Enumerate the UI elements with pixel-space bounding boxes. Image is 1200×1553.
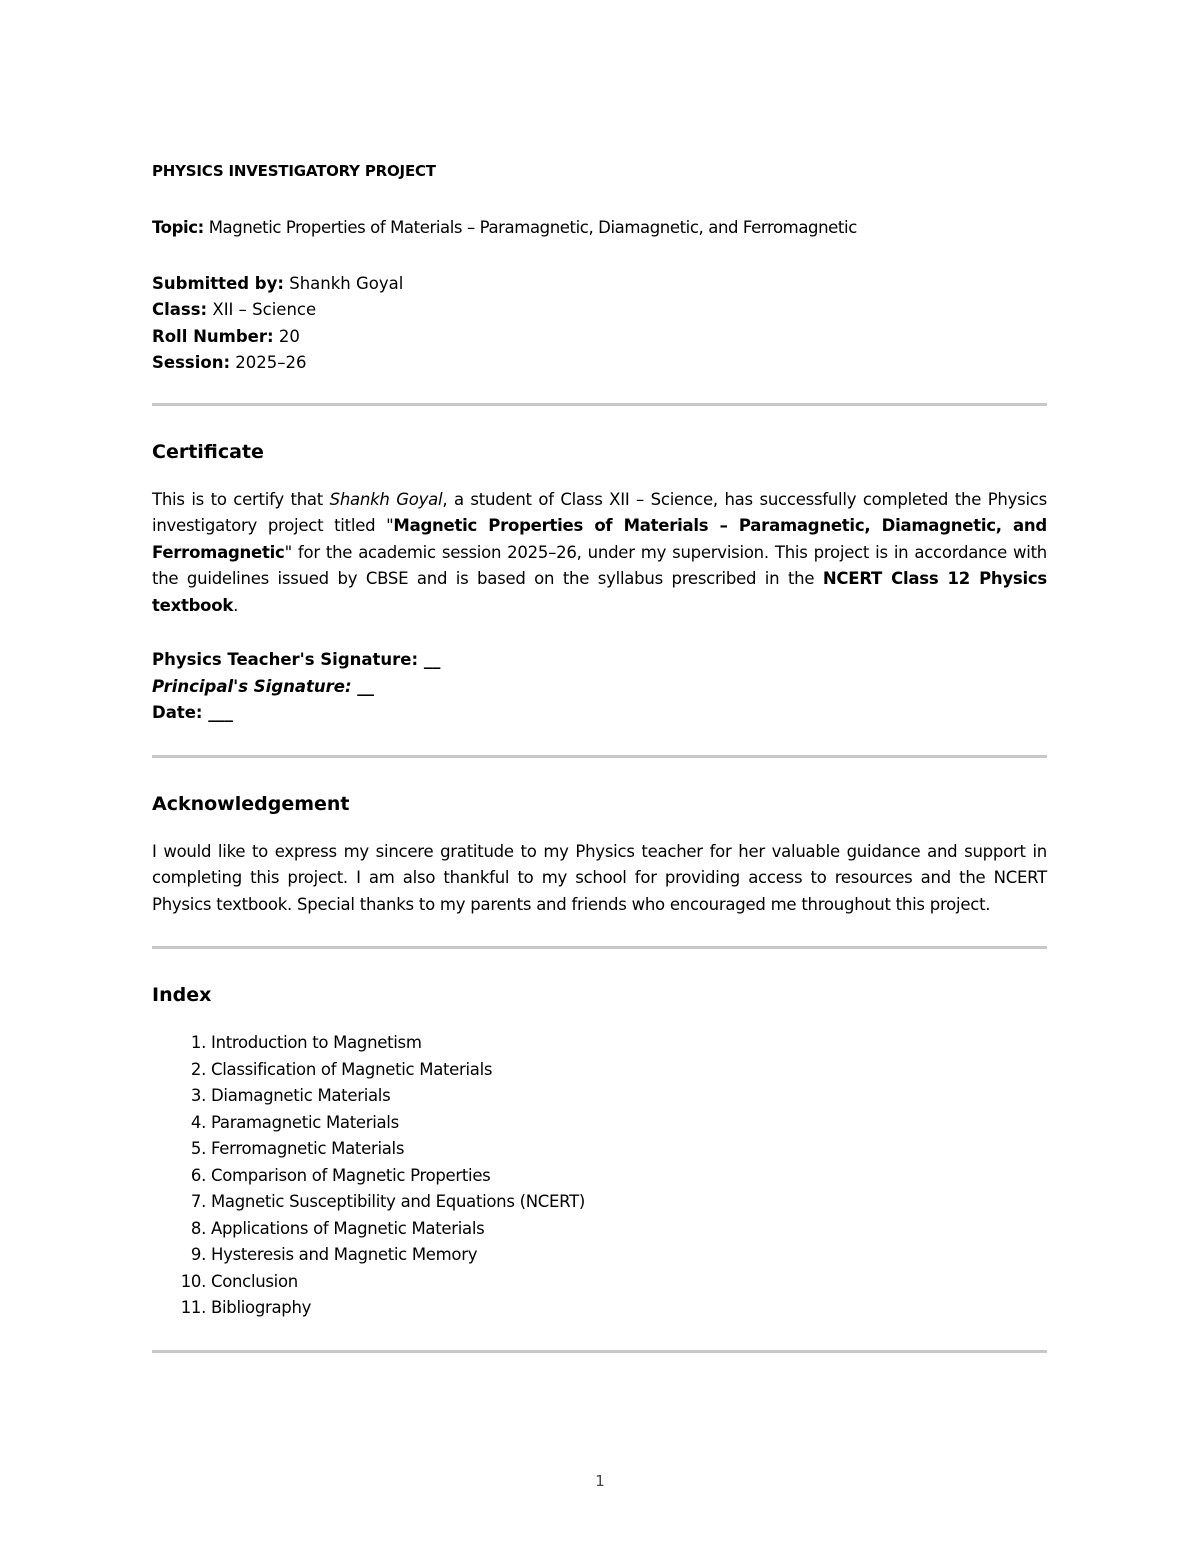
divider: [152, 403, 1047, 406]
session-value: 2025–26: [230, 353, 307, 372]
class-value: XII – Science: [207, 300, 317, 319]
project-title: PHYSICS INVESTIGATORY PROJECT: [152, 162, 436, 180]
teacher-signature-line: Physics Teacher's Signature: __: [152, 650, 441, 669]
index-item: 5. Ferromagnetic Materials: [211, 1136, 1047, 1163]
certificate-text-part: .: [233, 595, 239, 615]
class-line: [152, 297, 1047, 324]
acknowledgement-heading: Acknowledgement: [152, 792, 350, 815]
divider: [152, 1350, 1047, 1353]
session-label: Session:: [152, 353, 231, 372]
class-label: Class:: [152, 300, 208, 319]
project-name: Magnetic Properties of Materials – Paramagnetic, Diamagnetic, and Ferromagnetic: [152, 516, 1047, 562]
certificate-text-part: " for the academic session 2025–26, under my supervision. This project is in accordance with the guidelines issued by CBSE and is based on the syllabus prescribed in the: [152, 542, 1047, 588]
textbook-name: NCERT Class 12 Physics textbook: [152, 569, 1047, 615]
document-page: [152, 158, 1047, 1353]
index-item: 6. Comparison of Magnetic Properties: [211, 1163, 1047, 1190]
page-number: 1: [595, 1472, 605, 1490]
certificate-text-part: , a student of Class XII – Science, has successfully completed the Physics investigatory project titled ": [152, 489, 1047, 535]
session-line: [152, 350, 1047, 377]
index-list: [152, 1030, 1047, 1322]
index-item: 9. Hysteresis and Magnetic Memory: [211, 1242, 1047, 1269]
certificate-heading: Certificate: [152, 440, 264, 463]
student-name: Shankh Goyal: [329, 489, 443, 509]
index-heading: Index: [152, 984, 212, 1006]
roll-number-line: [152, 324, 1047, 351]
student-details: [152, 271, 1047, 377]
signature-block: [152, 647, 1047, 727]
index-item: 3. Diamagnetic Materials: [211, 1083, 1047, 1110]
divider: [152, 755, 1047, 758]
index-item: 1. Introduction to Magnetism: [211, 1030, 1047, 1057]
topic-label: Topic:: [152, 218, 204, 237]
certificate-text-part: This is to certify that: [152, 489, 330, 509]
index-item: 11. Bibliography: [211, 1295, 1047, 1322]
acknowledgement-text: I would like to express my sincere gratitude to my Physics teacher for her valuable guidance and support in completing this project. I am also thankful to my school for providing access to resources and the NCERT Physics textbook. Special thanks to my parents and friends who encouraged me throughout this project.: [152, 841, 1047, 914]
index-item: 10. Conclusion: [211, 1269, 1047, 1296]
submitted-by-label: Submitted by:: [152, 273, 284, 293]
principal-signature-line: Principal's Signature: __: [152, 676, 374, 696]
date-line: Date: ___: [152, 703, 234, 722]
certificate-text: [152, 487, 1047, 620]
topic-value: Magnetic Properties of Materials – Paramagnetic, Diamagnetic, and Ferromagnetic: [203, 218, 857, 237]
roll-number-label: Roll Number:: [152, 326, 274, 346]
index-item: 8. Applications of Magnetic Materials: [211, 1216, 1047, 1243]
index-item: 2. Classification of Magnetic Materials: [211, 1057, 1047, 1084]
submitted-by-value: Shankh Goyal: [283, 273, 404, 293]
submitted-by-line: [152, 271, 1047, 298]
divider: [152, 946, 1047, 949]
topic-line: [152, 215, 1047, 242]
index-item: 4. Paramagnetic Materials: [211, 1110, 1047, 1137]
index-item: 7. Magnetic Susceptibility and Equations (NCERT): [211, 1189, 1047, 1216]
roll-number-value: 20: [273, 326, 300, 346]
